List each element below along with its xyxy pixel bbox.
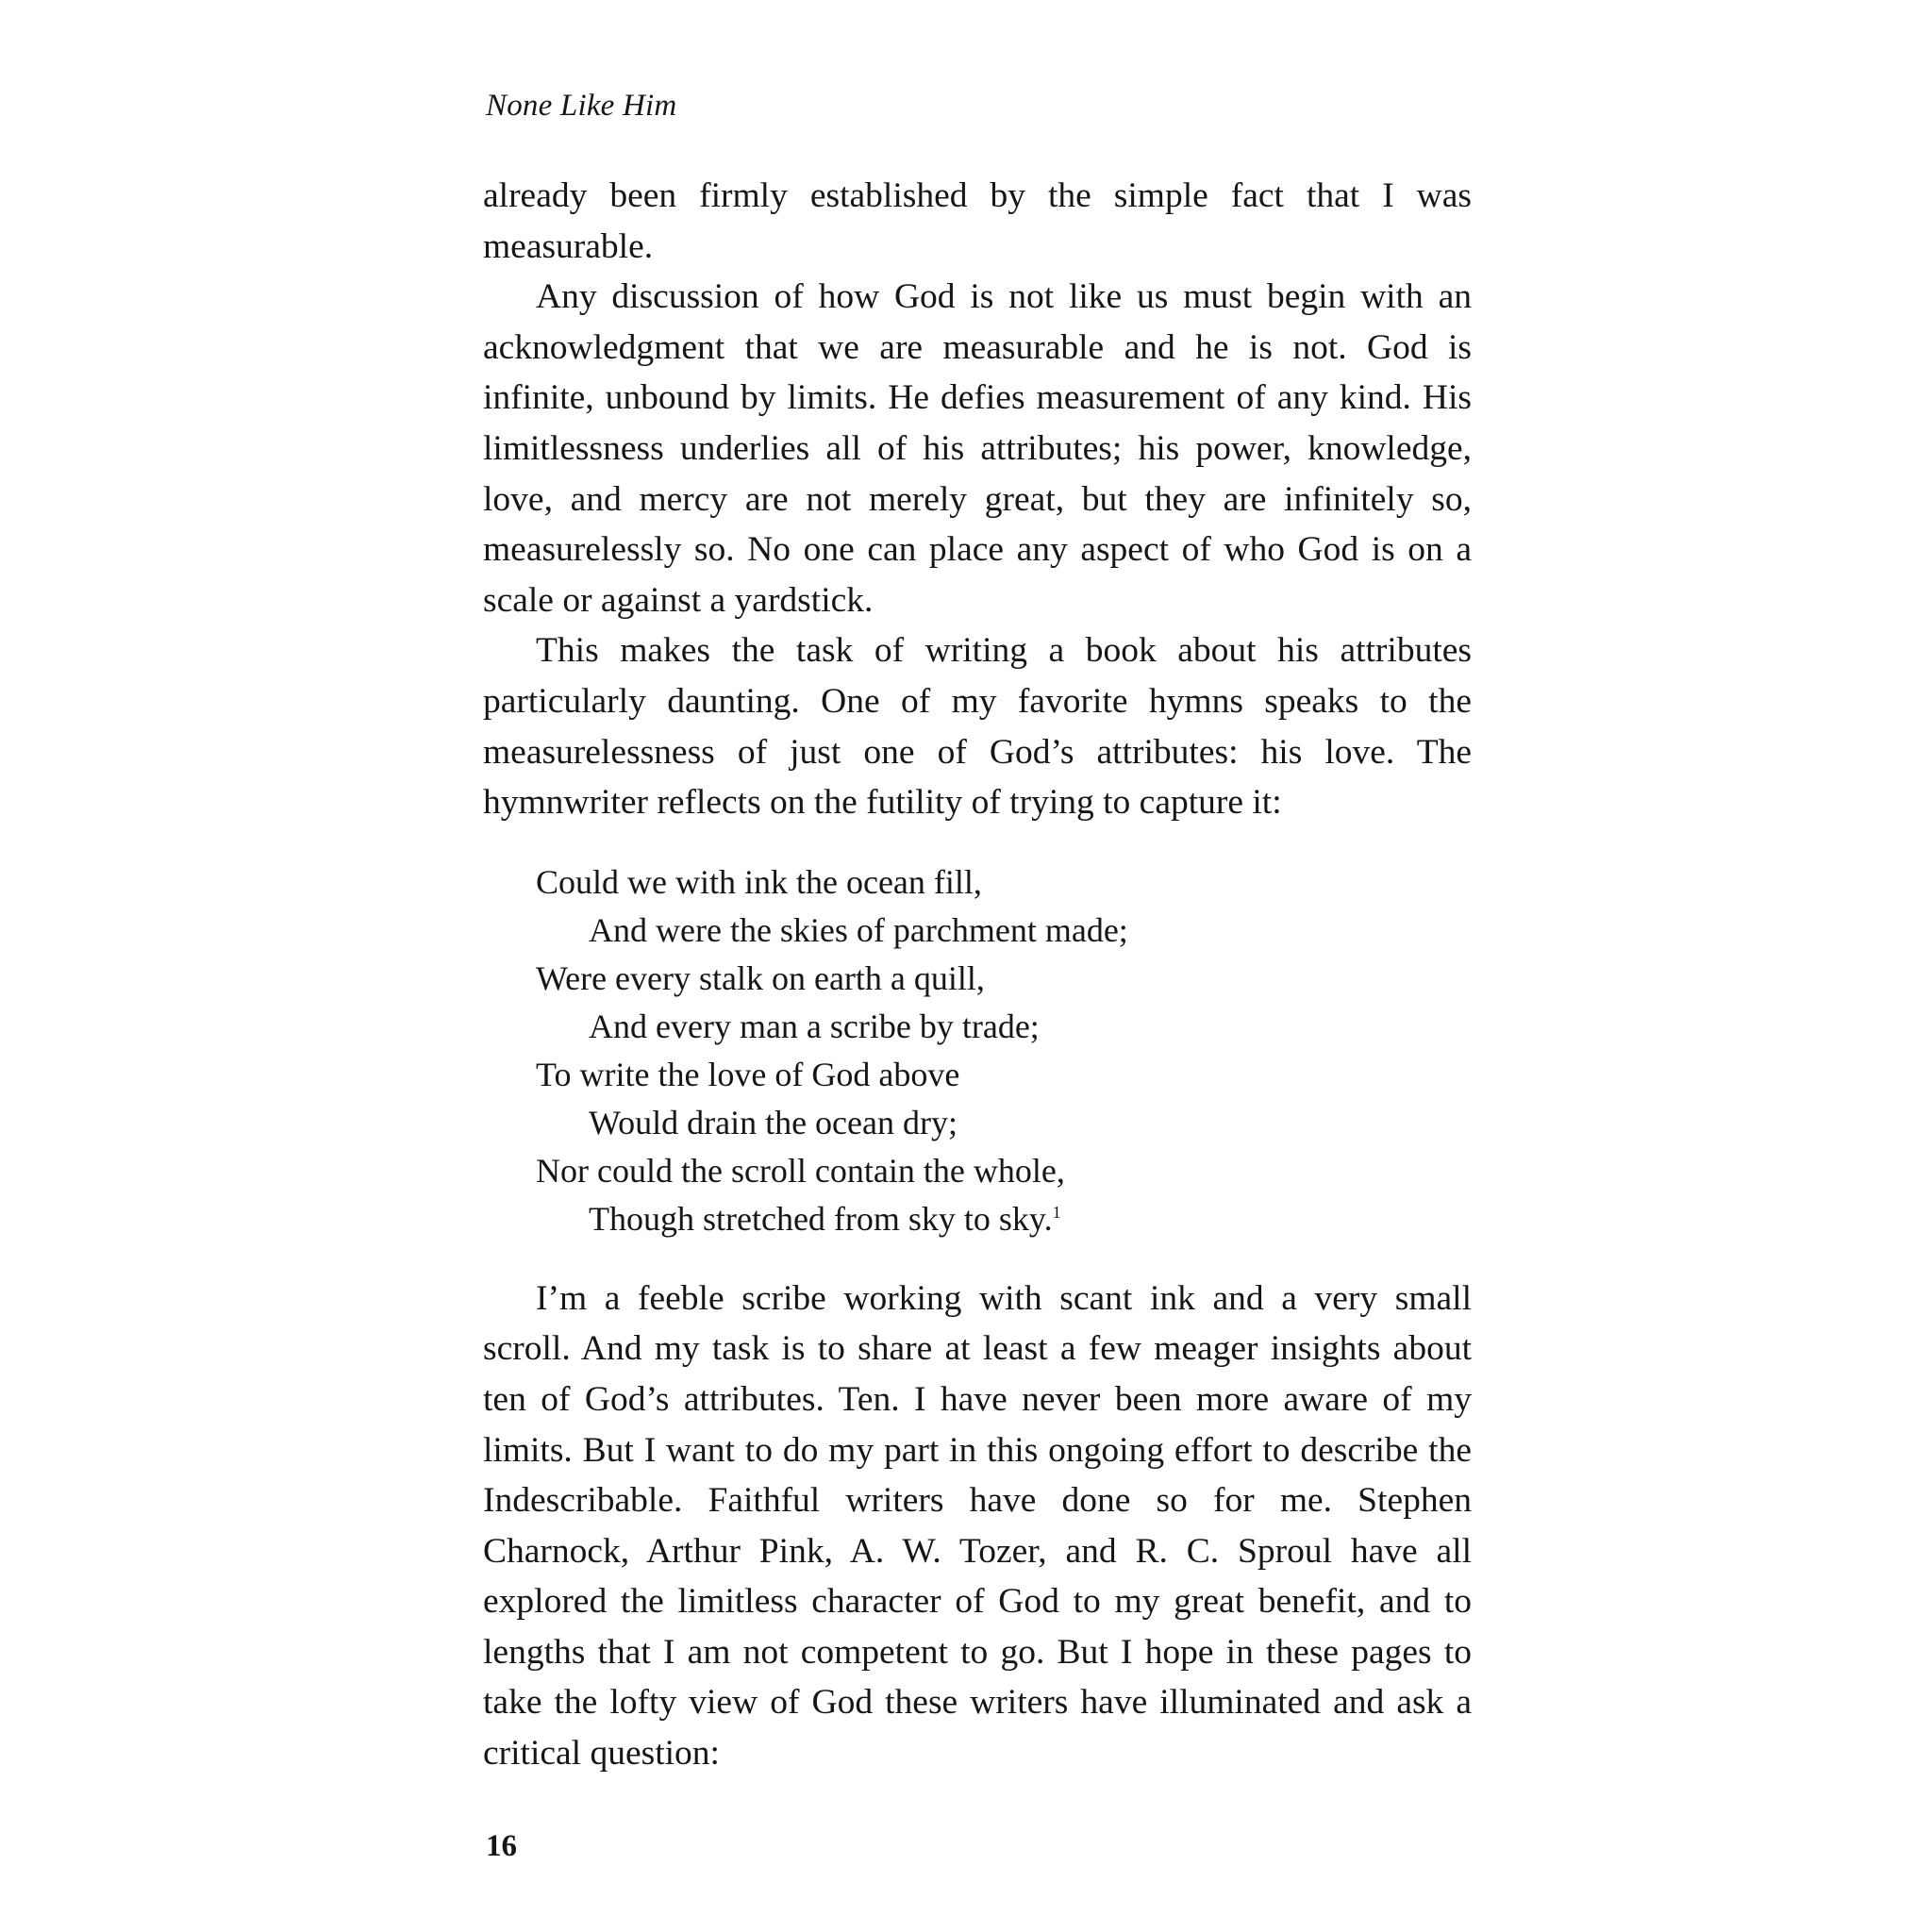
verse-line-8-wrap [536,1195,1472,1243]
verse-line-8: Though stretched from sky to sky. [589,1199,1053,1238]
verse-line-4: And every man a scribe by trade; [589,1007,1040,1045]
paragraph-1: already been firmly established by the simple fact that I was measurable. [483,176,1472,266]
verse-line-7: Nor could the scroll contain the whole, [536,1151,1065,1190]
body-text [483,171,1472,1779]
verse-line-6: Would drain the ocean dry; [589,1103,958,1141]
verse-line-1: Could we with ink the ocean fill, [536,862,982,901]
paragraph-2: Any discussion of how God is not like us must begin with an acknowledgment that we are measurable and he is not. God is infinite, unbound by limits. He defies measurement of any kind. His limitlessness underlies all of his attributes; his power, knowledge, love, and mercy are not merely great, but they are infinitely so, measurelessly so. No one can place any aspect of who God is on a scale or against a yardstick. [483,277,1472,620]
verse-line-3: Were every stalk on earth a quill, [536,958,985,997]
footnote-marker: 1 [1052,1202,1061,1222]
page-number: 16 [486,1829,517,1863]
hymn-verse [536,858,1472,1243]
verse-line-2: And were the skies of parchment made; [589,910,1128,949]
paragraph-3: This makes the task of writing a book about his attributes particularly daunting. One of my favorite hymns speaks to the measurelessness of just one of God’s attributes: his love. The hymnwriter reflects on the futility of trying to capture it: [483,631,1472,823]
verse-line-5: To write the love of God above [536,1055,960,1093]
running-head: None Like Him [486,89,677,123]
paragraph-4: I’m a feeble scribe working with scant ink and a very small scroll. And my task is to share at least a few meager insights about ten of God’s attributes. Ten. I have never been more aware of my limits. But I want to do my part in this ongoing effort to describe the Indescribable. Faithful writers have done so for me. Stephen Charnock, Arthur Pink, A. W. Tozer, and R. C. Sproul have all explored the limitless character of God to my great benefit, and to lengths that I am not competent to go. But I hope in these pages to take the lofty view of God these writers have illuminated and ask a critical question: [483,1278,1472,1774]
